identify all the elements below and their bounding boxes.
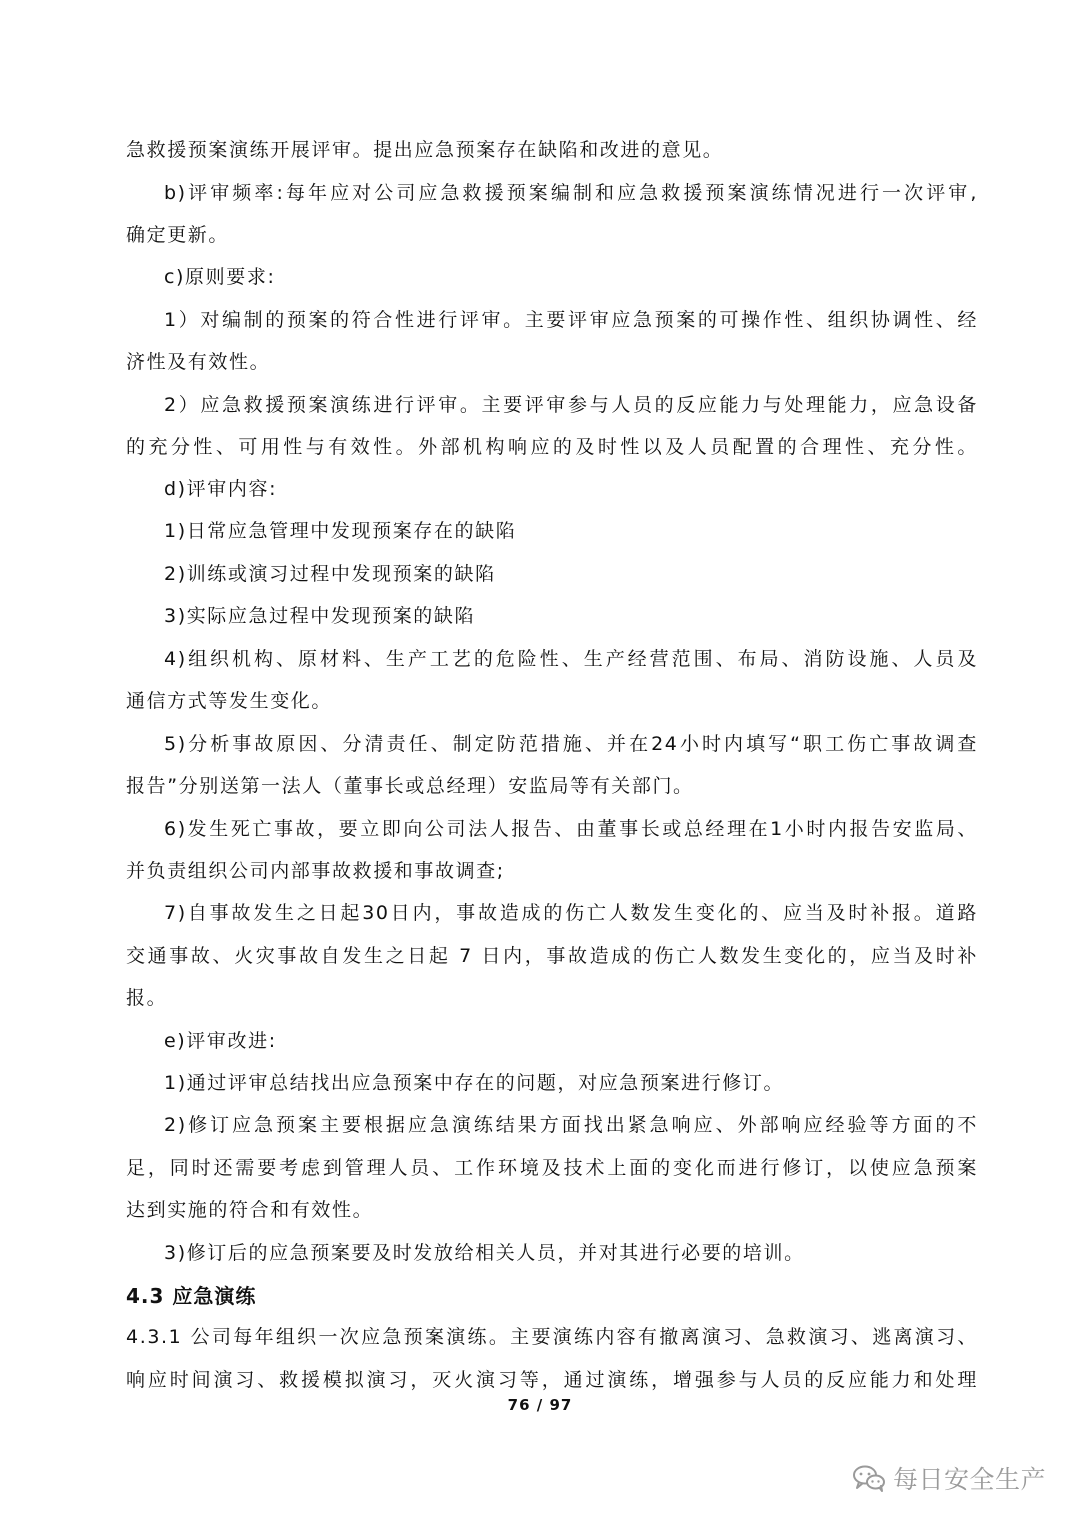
- text-line: 确定更新。: [126, 224, 230, 246]
- text-line: 4)组织机构、原材料、生产工艺的危险性、生产经营范围、布局、消防设施、人员及: [164, 648, 978, 670]
- text-line: 济性及有效性。: [126, 351, 271, 373]
- text-line: d)评审内容:: [164, 478, 278, 500]
- text-line: 2)训练或演习过程中发现预案的缺陷: [164, 563, 496, 585]
- text-line: 达到实施的符合和有效性。: [126, 1199, 374, 1221]
- text-line: e)评审改进:: [164, 1030, 277, 1052]
- watermark: [851, 1461, 1046, 1495]
- text-line: 交通事故、火灾事故自发生之日起 7 日内，事故造成的伤亡人数发生变化的，应当及时补: [126, 945, 978, 967]
- text-line: 2)修订应急预案主要根据应急演练结果方面找出紧急响应、外部响应经验等方面的不: [164, 1114, 978, 1136]
- text-line: 3)修订后的应急预案要及时发放给相关人员，并对其进行必要的培训。: [164, 1242, 805, 1264]
- text-line: 通信方式等发生变化。: [126, 690, 333, 712]
- text-line: 5)分析事故原因、分清责任、制定防范措施、并在24小时内填写“职工伤亡事故调查: [164, 733, 978, 755]
- text-line: b)评审频率:每年应对公司应急救援预案编制和应急救援预案演练情况进行一次评审,: [164, 182, 978, 204]
- text-line: 3)实际应急过程中发现预案的缺陷: [164, 605, 476, 627]
- text-line: c)原则要求:: [164, 266, 276, 288]
- text-line: 4.3.1 公司每年组织一次应急预案演练。主要演练内容有撤离演习、急救演习、逃离演习、: [126, 1326, 978, 1348]
- text-line: 响应时间演习、救援模拟演习，灭火演习等，通过演练，增强参与人员的反应能力和处理: [126, 1369, 978, 1391]
- text-line: 急救援预案演练开展评审。提出应急预案存在缺陷和改进的意见。: [126, 139, 724, 161]
- text-line: 并负责组织公司内部事故救援和事故调查;: [126, 860, 505, 882]
- page-number: 76 / 97: [507, 1396, 573, 1414]
- wechat-icon: [851, 1463, 887, 1493]
- text-line: 2）应急救援预案演练进行评审。主要评审参与人员的反应能力与处理能力，应急设备: [164, 394, 978, 416]
- text-line: 报告”分别送第一法人（董事长或总经理）安监局等有关部门。: [126, 775, 694, 797]
- text-line: 报。: [126, 987, 168, 1009]
- watermark-text: 每日安全生产: [892, 1465, 1046, 1494]
- text-line: 1)日常应急管理中发现预案存在的缺陷: [164, 520, 517, 542]
- text-line: 足，同时还需要考虑到管理人员、工作环境及技术上面的变化而进行修订，以使应急预案: [126, 1157, 978, 1179]
- text-line: 的充分性、可用性与有效性。外部机构响应的及时性以及人员配置的合理性、充分性。: [126, 436, 978, 458]
- text-line: 1）对编制的预案的符合性进行评审。主要评审应急预案的可操作性、组织协调性、经: [164, 309, 978, 331]
- text-line: 7)自事故发生之日起30日内，事故造成的伤亡人数发生变化的、应当及时补报。道路: [164, 902, 978, 924]
- text-line: 6)发生死亡事故，要立即向公司法人报告、由董事长或总经理在1小时内报告安监局、: [164, 818, 978, 840]
- section-heading: 4.3 应急演练: [126, 1284, 257, 1308]
- text-line: 1)通过评审总结找出应急预案中存在的问题，对应急预案进行修订。: [164, 1072, 785, 1094]
